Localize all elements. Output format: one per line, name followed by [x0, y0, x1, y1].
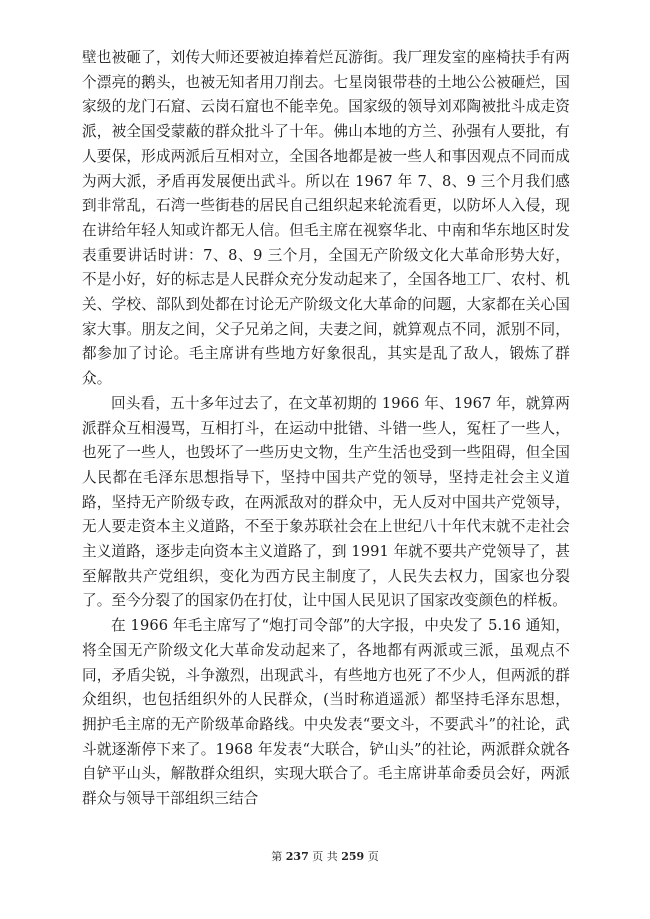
paragraph: 在 1966 年毛主席写了“炮打司令部”的大字报，中央发了 5.16 通知，将全国无产阶级文化大革命发动起来了，各地都有两派或三派，虽观点不同，矛盾尖锐，斗争激烈，出现武斗，有些地方也死了不少人，但两派的群众组织，也包括组织外的人民群众，(当时称逍遥派）都坚持毛泽东思想，拥护毛主席的无产阶级革命路线。中央发表“要文斗，不要武斗”的社论，武斗就逐渐停下来了。1968 年发表“大联合，铲山头”的社论，两派群众就各自铲平山头，解散群众组织，实现大联合了。毛主席讲革命委员会好，两派群众与领导干部组织三结合: [82, 617, 570, 808]
page-footer: [0, 848, 650, 864]
page-label-prefix: 第: [271, 850, 283, 863]
page-label-suffix: 页: [367, 850, 379, 863]
current-page-number: 237: [285, 850, 309, 863]
paragraph: 回头看，五十多年过去了，在文革初期的 1966 年、1967 年，就算两派群众互相漫骂，互相打斗，在运动中批错、斗错一些人，冤枉了一些人，也死了一些人，也毁坏了一些历史文物，生产生活也受到一些阻碍，但全国人民都在毛泽东思想指导下，坚持中国共产党的领导，坚持走社会主义道路，坚持无产阶级专政，在两派敌对的群众中，无人反对中国共产党领导，无人要走资本主义道路，不至于象苏联社会在上世纪八十年代末就不走社会主义道路，逐步走向资本主义道路了，到 1991 年就不要共产党领导了，甚至解散共产党组织，变化为西方民主制度了，人民失去权力，国家也分裂了。至今分裂了的国家仍在打仗，让中国人民见识了国家改变颜色的样板。: [82, 394, 570, 610]
page-label-middle: 页 共: [312, 850, 338, 863]
document-body: [82, 46, 570, 812]
total-page-count: 259: [341, 850, 365, 863]
paragraph-continued: 壁也被砸了，刘传大师还要被迫捧着烂瓦游街。我厂理发室的座椅扶手有两个漂亮的鹅头，也被无知者用刀削去。七星岗银带巷的土地公公被砸烂，国家级的龙门石窟、云岗石窟也不能幸免。国家级的领导刘邓陶被批斗成走资派，被全国受蒙蔽的群众批斗了十年。佛山本地的方兰、孙强有人要批，有人要保，形成两派后互相对立，全国各地都是被一些人和事因观点不同而成为两大派，矛盾再发展便出武斗。所以在 1967 年 7、8、9 三个月我们感到非常乱，石湾一些街巷的居民自己组织起来轮流看更，以防坏人入侵，现在讲给年轻人知或许都无人信。但毛主席在视察华北、中南和华东地区时发表重要讲话时讲：7、8、9 三个月，全国无产阶级文化大革命形势大好，不是小好，好的标志是人民群众充分发动起来了，全国各地工厂、农村、机关、学校、部队到处都在讨论无产阶级文化大革命的问题，大家都在关心国家大事。朋友之间，父子兄弟之间，夫妻之间，就算观点不同，派别不同，都参加了讨论。毛主席讲有些地方好象很乱，其实是乱了敌人，锻炼了群众。: [82, 49, 570, 388]
